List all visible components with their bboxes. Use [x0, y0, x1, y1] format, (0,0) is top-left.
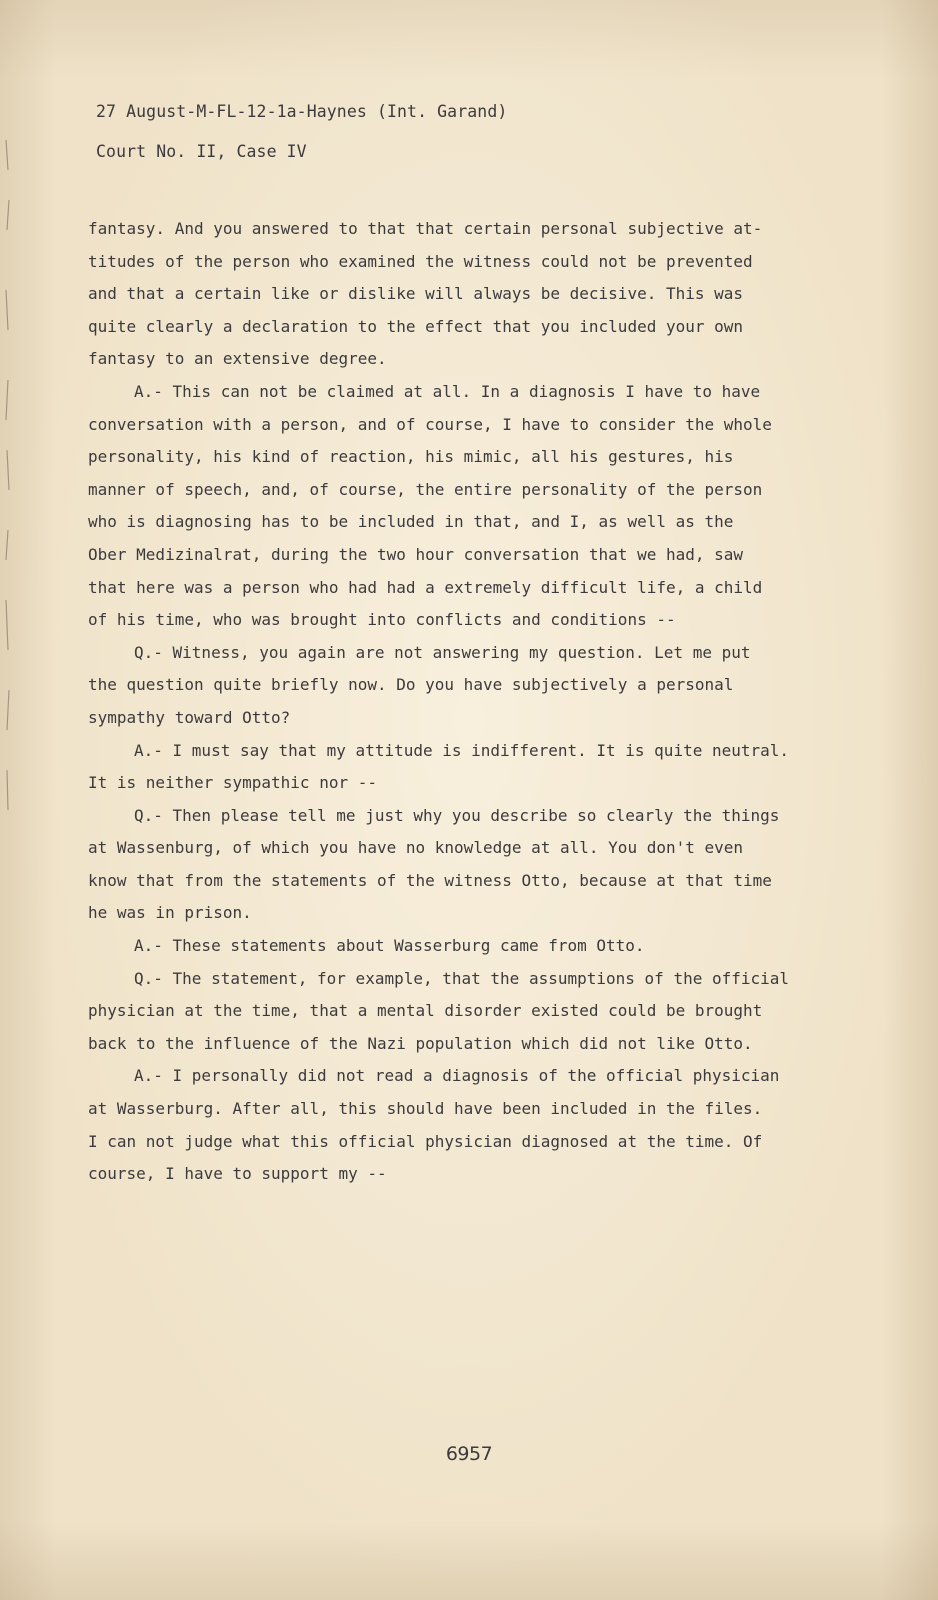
page-number: 6957	[445, 1443, 493, 1465]
transcript-line: know that from the statements of the witness Otto, because at that time	[88, 870, 772, 890]
transcript-line: personality, his kind of reaction, his mimic, all his gestures, his	[88, 447, 734, 467]
header-court-line: Court No. II, Case IV	[96, 142, 307, 161]
transcript-line: I can not judge what this official physician diagnosed at the time. Of	[88, 1131, 763, 1151]
transcript-line: A.- These statements about Wasserburg came from Otto.	[134, 936, 645, 956]
transcript-line: Ober Medizinalrat, during the two hour conversation that we had, saw	[88, 544, 744, 564]
transcript-line: course, I have to support my --	[88, 1164, 387, 1184]
transcript-line: conversation with a person, and of course, I have to consider the whole	[88, 414, 772, 434]
transcript-line: Q.- The statement, for example, that the assumptions of the official	[134, 968, 790, 988]
transcript-line: fantasy. And you answered to that that certain personal subjective at-	[88, 219, 763, 238]
transcript-line: sympathy toward Otto?	[88, 707, 291, 727]
transcript-line: physician at the time, that a mental disorder existed could be brought	[88, 1001, 763, 1021]
transcript-line: It is neither sympathic nor --	[88, 773, 377, 793]
transcript-line: A.- I must say that my attitude is indifferent. It is quite neutral.	[134, 740, 790, 760]
document-header	[96, 92, 507, 172]
transcript-body	[88, 213, 848, 1191]
transcript-line: titudes of the person who examined the witness could not be prevented	[88, 251, 753, 271]
transcript-line: Q.- Then please tell me just why you describe so clearly the things	[134, 805, 780, 825]
transcript-line: who is diagnosing has to be included in that, and I, as well as the	[88, 512, 734, 532]
transcript-line: that here was a person who had had a extremely difficult life, a child	[88, 577, 763, 597]
transcript-line: quite clearly a declaration to the effect that you included your own	[88, 316, 744, 336]
transcript-line: he was in prison.	[88, 903, 252, 923]
binding-edge-marks	[0, 130, 14, 830]
transcript-line: and that a certain like or dislike will always be decisive. This was	[88, 284, 744, 304]
transcript-line: fantasy to an extensive degree.	[88, 349, 387, 369]
header-session-line: 27 August-M-FL-12-1a-Haynes (Int. Garand)	[96, 102, 508, 121]
transcript-line: A.- This can not be claimed at all. In a diagnosis I have to have	[134, 381, 761, 401]
transcript-line: A.- I personally did not read a diagnosis of the official physician	[134, 1066, 780, 1086]
transcript-line: at Wasserburg. After all, this should have been included in the files.	[88, 1099, 763, 1119]
transcript-line: of his time, who was brought into conflicts and conditions --	[88, 610, 676, 630]
transcript-line: back to the influence of the Nazi population which did not like Otto.	[88, 1033, 753, 1053]
transcript-line: the question quite briefly now. Do you have subjectively a personal	[88, 675, 734, 695]
transcript-line: Q.- Witness, you again are not answering my question. Let me put	[134, 642, 751, 662]
transcript-line: manner of speech, and, of course, the entire personality of the person	[88, 479, 763, 499]
transcript-line: at Wassenburg, of which you have no knowledge at all. You don't even	[88, 838, 744, 858]
